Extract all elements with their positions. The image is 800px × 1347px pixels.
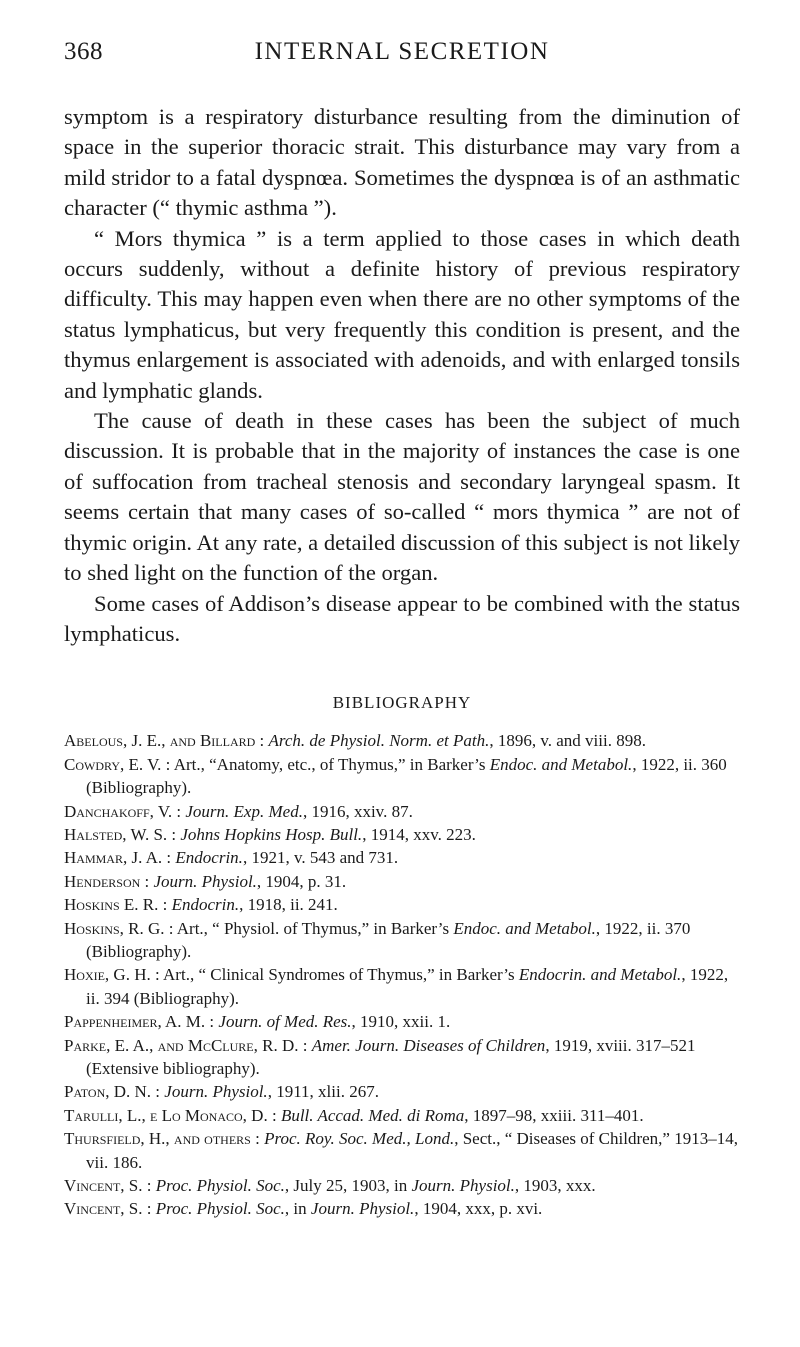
page-header: [64, 38, 740, 78]
paragraph: The cause of death in these cases has been the subject of much discussion. It is probable that in the majority of instances the case is one of suffocation from tracheal stenosis and secondary laryngeal spasm. It seems certain that many cases of so-called “ mors thymica ” are not of thymic origin. At any rate, a detailed discussion of this subject is not likely to shed light on the function of the organ.: [64, 408, 740, 586]
entry-journal: Bull. Accad. Med. di Roma: [280, 1105, 465, 1125]
bibliography-entry: [64, 1010, 740, 1033]
bibliography-entry: [64, 963, 740, 1010]
entry-author: Vincent, S.: [64, 1176, 143, 1196]
entry-journal: Endoc. and Metabol.: [453, 918, 596, 938]
entry-author: Hoskins E. R.: [64, 895, 159, 915]
running-title: INTERNAL SECRETION: [254, 38, 550, 65]
entry-journal: Journ. Physiol.: [411, 1176, 515, 1196]
entry-text: :: [151, 1082, 165, 1102]
bibliography-entry: [64, 729, 740, 752]
entry-journal: Amer. Journ. Diseases of Children: [311, 1035, 546, 1055]
entry-journal: Journ. Physiol.: [153, 871, 257, 891]
entry-text: :: [205, 1012, 219, 1032]
entry-text: , 1904, p. 31.: [256, 871, 347, 891]
bibliography-entry: [64, 800, 740, 823]
entry-text: , 1922, ii. 370 (Bibliography).: [86, 918, 691, 961]
entry-text: , 1921, v. 543 and 731.: [242, 848, 399, 868]
entry-author: Pappenheimer, A. M.: [64, 1012, 206, 1032]
entry-text: , 1918, ii. 241.: [239, 895, 338, 915]
entry-author: Hoxie, G. H.: [64, 965, 151, 985]
entry-text: :: [167, 824, 181, 844]
entry-author: Danchakoff, V.: [64, 801, 173, 821]
entry-text: , July 25, 1903, in: [284, 1176, 412, 1196]
entry-author: Vincent, S.: [64, 1199, 143, 1219]
entry-journal: Proc. Roy. Soc. Med., Lond.: [264, 1129, 455, 1149]
bibliography-entry: [64, 1034, 740, 1081]
entry-text: , Sect., “ Diseases of Children,” 1913–14, vii. 186.: [86, 1129, 738, 1172]
entry-author: Cowdry, E. V.: [64, 754, 162, 774]
entry-text: , 1919, xviii. 317–521 (Extensive bibliography).: [86, 1035, 696, 1078]
bibliography-entry: [64, 846, 740, 869]
paragraph: “ Mors thymica ” is a term applied to those cases in which death occurs suddenly, without a definite history of previous respiratory difficulty. This may happen even when there are no other symptoms of the status lymphaticus, but very frequently this condition is present, and the thymus enlargement is associated with adenoids, and with enlarged tonsils and lymphatic glands.: [64, 225, 740, 403]
entry-author: Hoskins, R. G.: [64, 918, 165, 938]
paragraph: Some cases of Addison’s disease appear to be combined with the status lymphaticus.: [64, 590, 740, 646]
entry-journal: Proc. Physiol. Soc.: [155, 1199, 285, 1219]
bibliography-heading: BIBLIOGRAPHY: [332, 693, 472, 713]
bibliography-entry: [64, 870, 740, 893]
entry-text: , 1916, xxiv. 87.: [302, 801, 413, 821]
entry-journal: Johns Hopkins Hosp. Bull.: [180, 824, 363, 844]
entry-author: Parke, E. A., and McClure, R. D.: [64, 1035, 299, 1055]
entry-text: :: [250, 1129, 265, 1149]
entry-journal: Endoc. and Metabol.: [489, 754, 633, 774]
entry-journal: Proc. Physiol. Soc.: [155, 1176, 285, 1196]
entry-author: Tarulli, L., e Lo Monaco, D.: [64, 1105, 268, 1125]
bibliography-entry: [64, 1127, 740, 1174]
entry-text: :: [142, 1176, 156, 1196]
entry-author: Paton, D. N.: [64, 1082, 152, 1102]
entry-text: , 1922, ii. 360 (Bibliography).: [86, 754, 727, 798]
entry-text: , 1903, xxx.: [514, 1176, 596, 1196]
page-number: 368: [64, 38, 103, 65]
entry-text: , 1910, xxii. 1.: [351, 1012, 451, 1032]
bibliography-entry: [64, 1197, 740, 1220]
entry-journal: Journ. of Med. Res.: [218, 1012, 352, 1032]
entry-author: Hammar, J. A.: [64, 848, 163, 868]
entry-author: Thursfield, H., and others: [64, 1129, 251, 1149]
entry-text: , 1896, v. and viii. 898.: [489, 731, 646, 751]
entry-text: :: [140, 871, 154, 891]
bibliography-entry: [64, 753, 740, 800]
entry-journal: Journ. Physiol.: [164, 1082, 268, 1102]
entry-text: : Art., “ Physiol. of Thymus,” in Barker’s: [164, 918, 454, 938]
bibliography-entry: [64, 1104, 740, 1127]
entry-journal: Journ. Physiol.: [310, 1199, 415, 1219]
entry-text: :: [142, 1199, 156, 1219]
bibliography-entry: [64, 1080, 740, 1103]
entry-text: :: [267, 1105, 281, 1125]
body-text: [64, 102, 740, 649]
bibliography-entry: [64, 893, 740, 916]
entry-text: :: [162, 848, 176, 868]
entry-author: Halsted, W. S.: [64, 824, 168, 844]
entry-text: , 1911, xlii. 267.: [267, 1082, 379, 1102]
entry-author: Henderson: [64, 871, 141, 891]
entry-text: , 1922, ii. 394 (Bibliography).: [86, 965, 729, 1008]
bibliography-entry: [64, 823, 740, 846]
bibliography-entry: [64, 917, 740, 964]
entry-text: :: [158, 895, 172, 915]
entry-journal: Journ. Exp. Med.: [185, 801, 303, 821]
entry-journal: Endocrin.: [171, 895, 240, 915]
entry-journal: Endocrin.: [175, 848, 243, 868]
entry-author: Abelous, J. E., and Billard: [64, 731, 256, 751]
entry-journal: Endocrin. and Metabol.: [518, 965, 682, 985]
bibliography-list: [64, 729, 740, 1221]
entry-journal: Arch. de Physiol. Norm. et Path.: [268, 731, 490, 751]
entry-text: :: [298, 1035, 312, 1055]
entry-text: : Art., “ Clinical Syndromes of Thymus,” in Barker’s: [150, 965, 519, 985]
bibliography-entry: [64, 1174, 740, 1197]
paragraph: symptom is a respiratory disturbance resulting from the diminution of space in the superior thoracic strait. This disturbance may vary from a mild stridor to a fatal dyspnœa. Sometimes the dyspnœa is of an asthmatic character (“ thymic asthma ”).: [64, 104, 740, 221]
entry-text: , 1897–98, xxiii. 311–401.: [464, 1105, 644, 1125]
entry-text: , in: [284, 1199, 311, 1219]
entry-text: , 1914, xxv. 223.: [362, 824, 476, 844]
entry-text: : Art., “Anatomy, etc., of Thymus,” in Barker’s: [161, 754, 490, 774]
entry-text: :: [255, 731, 269, 751]
entry-text: , 1904, xxx, p. xvi.: [414, 1199, 543, 1219]
entry-text: :: [172, 801, 186, 821]
